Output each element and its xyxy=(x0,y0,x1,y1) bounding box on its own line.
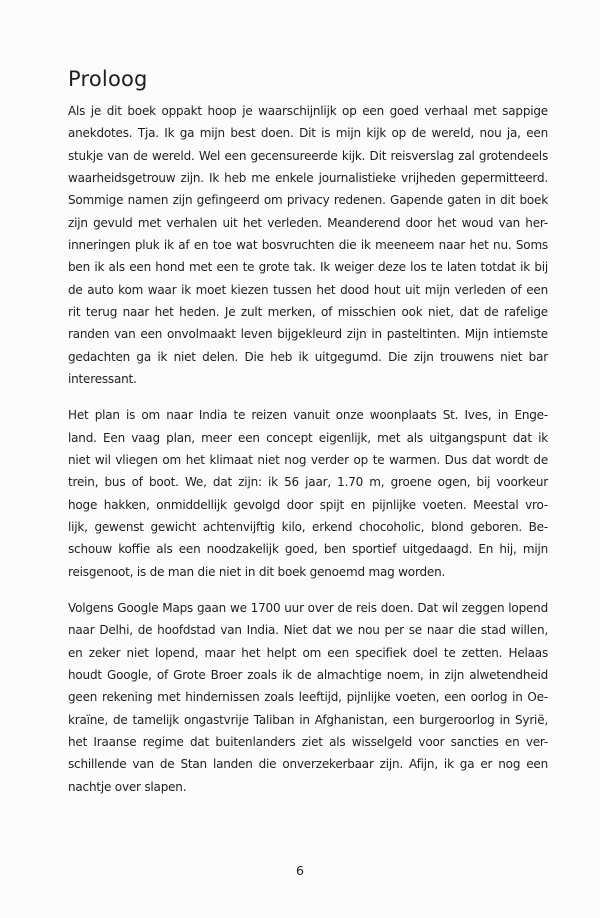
text-line: Als je dit boek oppakt hoop je waarschijnlijk op een goed verhaal met sappige xyxy=(68,104,548,118)
text-line: gedachten ga ik niet delen. Die heb ik uitgegumd. Die zijn trouwens niet bar xyxy=(68,349,548,364)
text-line: rit terug naar het heden. Je zult merken, of misschien ook niet, dat de rafelige xyxy=(68,304,548,319)
page-number: 6 xyxy=(296,863,304,878)
text-line: inneringen pluk ik af en toe wat bosvruchten die ik meeneem naar het nu. Soms xyxy=(68,237,548,252)
paragraph xyxy=(68,404,548,583)
text-line: nachtje over slapen. xyxy=(68,779,187,794)
text-line: geen rekening met hindernissen zoals leeftijd, pijnlijke voeten, een oorlog in Oe- xyxy=(68,690,548,705)
text-line: houdt Google, of Grote Broer zoals ik de almachtige noem, in zijn alwetendheid xyxy=(68,667,548,682)
text-line: niet wil vliegen om het klimaat niet nog verder op te warmen. Dus dat wordt de xyxy=(68,452,548,467)
text-line: Sommige namen zijn gefingeerd om privacy redenen. Gapende gaten in dit boek xyxy=(68,193,548,208)
body-text xyxy=(68,100,548,812)
text-line: en zeker niet lopend, maar het helpt om een specifiek doel te zetten. Helaas xyxy=(68,645,548,660)
paragraph xyxy=(68,597,548,798)
text-line: hoge hakken, onmiddellijk gevolgd door spijt en pijnlijke voeten. Meestal vro- xyxy=(68,497,548,512)
text-line: anekdotes. Tja. Ik ga mijn best doen. Dit is mijn kijk op de wereld, nou ja, een xyxy=(68,126,548,141)
text-line: naar Delhi, de hoofdstad van India. Niet dat we nou per se naar die stad willen, xyxy=(68,623,548,638)
text-line: ben ik als een hond met een te grote tak. Ik weiger deze los te laten totdat ik bij xyxy=(68,260,548,275)
chapter-heading: Proloog xyxy=(68,67,148,91)
text-line: het Iraanse regime dat buitenlanders ziet als wisselgeld voor sancties en ver- xyxy=(68,734,548,749)
text-line: randen van een onvolmaakt leven bijgekleurd zijn in pasteltinten. Mijn intiemste xyxy=(68,327,548,342)
text-line: de auto kom waar ik moet kiezen tussen het dood hout uit mijn verleden of een xyxy=(68,282,548,297)
text-line: Volgens Google Maps gaan we 1700 uur over de reis doen. Dat wil zeggen lopend xyxy=(68,600,548,615)
text-line: schouw koffie als een noodzakelijk goed, ben sportief uitgedaagd. En hij, mijn xyxy=(68,542,548,557)
text-line: schillende van de Stan landen die onverzekerbaar zijn. Afijn, ik ga er nog een xyxy=(68,757,548,772)
text-line: zijn gevuld met verhalen uit het verleden. Meanderend door het woud van her- xyxy=(68,215,548,230)
text-line: reisgenoot, is de man die niet in dit boek genoemd mag worden. xyxy=(68,564,446,579)
text-line: kraïne, de tamelijk ongastvrije Taliban in Afghanistan, een burgeroorlog in Syrië, xyxy=(68,712,548,727)
text-line: interessant. xyxy=(68,371,137,386)
paragraph xyxy=(68,100,548,390)
text-line: trein, bus of boot. We, dat zijn: ik 56 jaar, 1.70 m, groene ogen, bij voorkeur xyxy=(68,475,548,490)
text-line: stukje van de wereld. Wel een gecensureerde kijk. Dit reisverslag zal grotendeels xyxy=(68,148,548,163)
text-line: land. Een vaag plan, meer een concept eigenlijk, met als uitgangspunt dat ik xyxy=(68,430,548,445)
text-line: Het plan is om naar India te reizen vanuit onze woonplaats St. Ives, in Enge- xyxy=(68,408,548,423)
text-line: waarheidsgetrouw zijn. Ik heb me enkele journalistieke vrijheden gepermitteerd. xyxy=(68,170,548,185)
text-line: lijk, gewenst gewicht achtenvijftig kilo, erkend chocoholic, blond geboren. Be- xyxy=(68,519,548,534)
